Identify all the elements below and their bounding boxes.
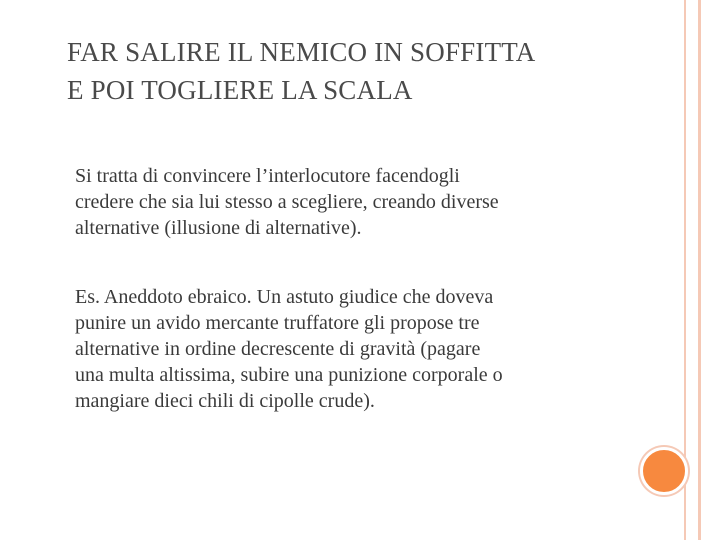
paragraph-line: punire un avido mercante truffatore gli propose tre [75,312,480,334]
paragraph-line: una multa altissima, subire una punizione corporale o [75,364,503,386]
paragraph-line: Si tratta di convincere l’interlocutore facendogli [75,165,460,187]
paragraph-definition [75,163,660,241]
paragraph-line: alternative in ordine decrescente di gravità (pagare [75,338,481,360]
paragraph-line: credere che sia lui stesso a scegliere, creando diverse [75,191,499,213]
paragraph-line: alternative (illusione di alternative). [75,217,362,239]
paragraph-line: Es. Aneddoto ebraico. Un astuto giudice che doveva [75,286,494,308]
paragraph-line: mangiare dieci chili di cipolle crude). [75,390,375,412]
slide-title [67,33,667,109]
decorative-vertical-rule-right [698,0,701,540]
slide-title-line-2: E POI TOGLIERE LA SCALA [67,75,413,105]
paragraph-example [75,284,660,414]
slide-title-line-1: FAR SALIRE IL NEMICO IN SOFFITTA [67,37,536,67]
decorative-orange-circle [640,447,688,495]
